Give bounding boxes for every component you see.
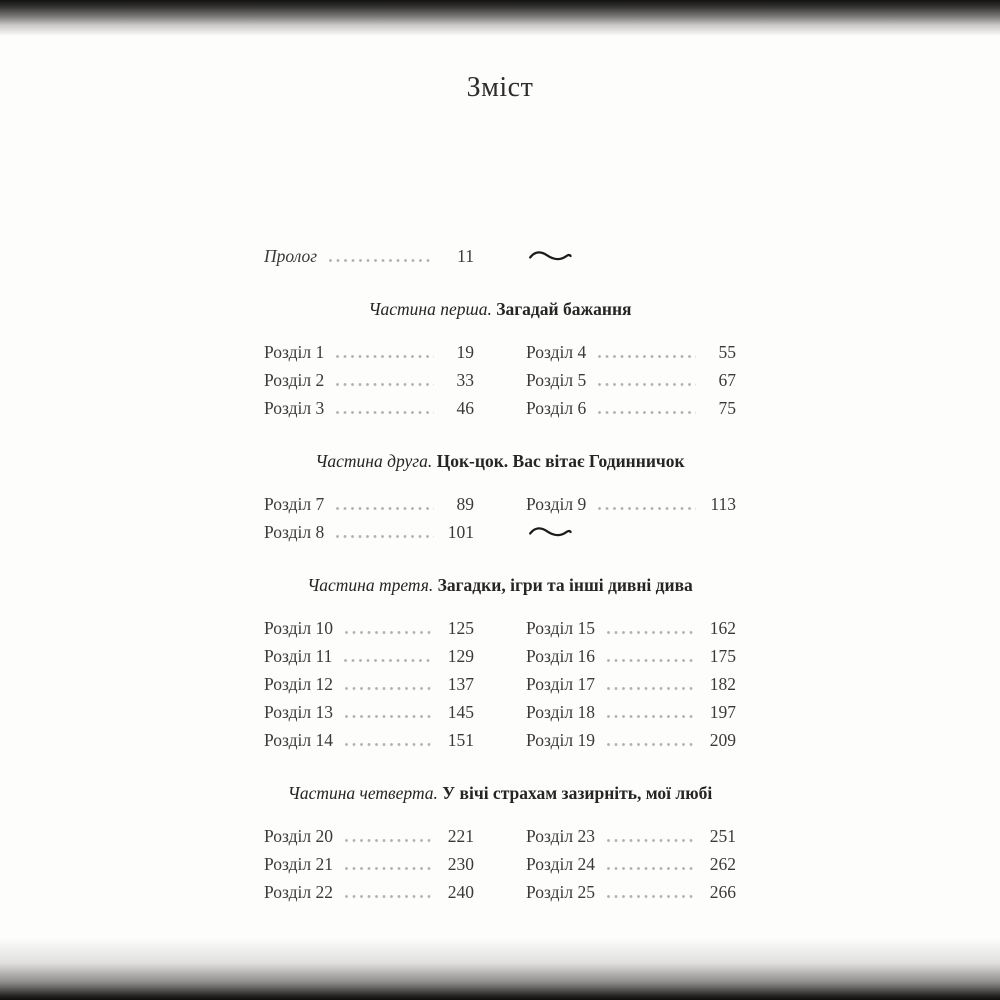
toc-entry [264, 242, 474, 270]
toc-entry [264, 338, 474, 366]
toc-entry-label: Розділ 22 [264, 882, 334, 902]
toc-entry [526, 366, 736, 394]
section-heading [264, 573, 736, 597]
toc-entry [526, 850, 736, 878]
dot-leader [598, 411, 696, 414]
toc-entry-page: 182 [709, 674, 736, 694]
toc-entry [264, 822, 474, 850]
dot-leader [336, 355, 434, 358]
toc-entry-label: Розділ 21 [264, 854, 334, 874]
toc-entry [264, 394, 474, 422]
page-title: Зміст [466, 72, 534, 103]
toc-entry-page: 129 [447, 646, 474, 666]
toc-entry [264, 726, 474, 754]
toc-entry-page: 266 [709, 882, 736, 902]
dot-leader [607, 631, 696, 634]
table-of-contents [264, 242, 736, 906]
toc-entry [264, 698, 474, 726]
toc-entry-page: 101 [447, 522, 474, 542]
dot-leader [336, 383, 434, 386]
dot-leader [345, 687, 434, 690]
section-part-label: Частина друга. [315, 451, 433, 471]
toc-entry [264, 490, 474, 518]
toc-entry-page: 230 [447, 854, 474, 874]
section-part-label: Частина четверта. [287, 783, 438, 803]
dot-leader [607, 895, 696, 898]
left-column [264, 822, 474, 906]
dot-leader [607, 659, 696, 662]
page-bottom-shadow [0, 938, 1000, 1000]
toc-entry-label: Розділ 16 [526, 646, 596, 666]
toc-entry-label: Розділ 14 [264, 730, 334, 750]
toc-entry-label: Розділ 3 [264, 398, 325, 418]
dot-leader [345, 743, 434, 746]
toc-entry-label: Розділ 6 [526, 398, 587, 418]
prolog-block [264, 242, 736, 270]
toc-entry-page: 67 [718, 370, 736, 390]
dot-leader [345, 839, 434, 842]
section-title: Цок-цок. Вас вітає Годинничок [436, 451, 685, 471]
section-heading [264, 781, 736, 805]
dot-leader [607, 867, 696, 870]
page-top-shadow [0, 0, 1000, 36]
dot-leader [607, 687, 696, 690]
toc-entry [526, 338, 736, 366]
toc-entry [526, 698, 736, 726]
toc-entry [264, 518, 474, 546]
section-heading [264, 449, 736, 473]
prolog-ornament-column [526, 242, 736, 270]
toc-entry-label: Розділ 20 [264, 826, 334, 846]
toc-entry-label: Розділ 1 [264, 342, 325, 362]
right-column [526, 490, 736, 546]
prolog-column [264, 242, 474, 270]
toc-entry-label: Пролог [264, 246, 318, 266]
section-part-label: Частина третя. [307, 575, 434, 595]
dot-leader [336, 507, 434, 510]
section-title: Загадки, ігри та інші дивні дива [437, 575, 693, 595]
toc-entry-page: 113 [710, 494, 736, 514]
toc-entry [264, 366, 474, 394]
toc-entry-page: 19 [456, 342, 474, 362]
dot-leader [598, 355, 696, 358]
dot-leader [607, 715, 696, 718]
toc-entry-page: 46 [456, 398, 474, 418]
toc-entry [526, 670, 736, 698]
section-columns [264, 822, 736, 906]
flourish-icon [526, 518, 736, 546]
toc-entry-page: 209 [709, 730, 736, 750]
flourish-icon [526, 242, 736, 270]
toc-entry-page: 175 [709, 646, 736, 666]
toc-entry-page: 251 [709, 826, 736, 846]
dot-leader [607, 839, 696, 842]
toc-entry-label: Розділ 7 [264, 494, 325, 514]
right-column [526, 614, 736, 754]
toc-entry-page: 262 [709, 854, 736, 874]
toc-entry-page: 75 [718, 398, 736, 418]
toc-entry [264, 670, 474, 698]
toc-entry-label: Розділ 13 [264, 702, 334, 722]
section-heading [264, 297, 736, 321]
toc-entry-label: Розділ 17 [526, 674, 596, 694]
toc-entry-label: Розділ 8 [264, 522, 325, 542]
toc-entry-page: 11 [457, 246, 474, 266]
section-title: Загадай бажання [496, 299, 632, 319]
dot-leader [345, 895, 434, 898]
toc-entry [526, 642, 736, 670]
dot-leader [607, 743, 696, 746]
toc-entry-label: Розділ 24 [526, 854, 596, 874]
toc-entry-page: 137 [447, 674, 474, 694]
toc-entry-label: Розділ 4 [526, 342, 587, 362]
right-column [526, 822, 736, 906]
toc-section [264, 781, 736, 906]
dot-leader [344, 659, 434, 662]
toc-entry-page: 33 [456, 370, 474, 390]
toc-entry [526, 394, 736, 422]
toc-entry-label: Розділ 12 [264, 674, 334, 694]
section-columns [264, 338, 736, 422]
toc-entry-label: Розділ 5 [526, 370, 587, 390]
dot-leader [598, 383, 696, 386]
left-column [264, 338, 474, 422]
toc-entry-page: 240 [447, 882, 474, 902]
toc-entry [526, 878, 736, 906]
toc-entry [526, 822, 736, 850]
section-columns [264, 490, 736, 546]
toc-entry-label: Розділ 9 [526, 494, 587, 514]
dot-leader [329, 259, 434, 262]
toc-entry-label: Розділ 11 [264, 646, 333, 666]
toc-entry [526, 614, 736, 642]
toc-entry-label: Розділ 19 [526, 730, 596, 750]
toc-entry-page: 221 [447, 826, 474, 846]
section-title: У вічі страхам зазирніть, мої любі [442, 783, 713, 803]
toc-entry-page: 197 [709, 702, 736, 722]
left-column [264, 490, 474, 546]
toc-entry [264, 850, 474, 878]
toc-entry [264, 614, 474, 642]
toc-entry-label: Розділ 15 [526, 618, 596, 638]
toc-entry-label: Розділ 18 [526, 702, 596, 722]
toc-section [264, 449, 736, 546]
toc-entry [526, 726, 736, 754]
toc-entry [264, 878, 474, 906]
dot-leader [336, 411, 434, 414]
dot-leader [345, 867, 434, 870]
section-columns [264, 614, 736, 754]
toc-entry-label: Розділ 2 [264, 370, 325, 390]
dot-leader [345, 715, 434, 718]
right-column [526, 338, 736, 422]
toc-entry-label: Розділ 10 [264, 618, 334, 638]
section-part-label: Частина перша. [368, 299, 492, 319]
toc-entry-page: 151 [447, 730, 474, 750]
toc-entry-label: Розділ 25 [526, 882, 596, 902]
toc-entry-page: 55 [718, 342, 736, 362]
dot-leader [598, 507, 696, 510]
toc-entry-label: Розділ 23 [526, 826, 596, 846]
toc-section [264, 297, 736, 422]
toc-entry [264, 642, 474, 670]
dot-leader [336, 535, 434, 538]
toc-entry-page: 162 [709, 618, 736, 638]
toc-section [264, 573, 736, 754]
toc-entry-page: 89 [456, 494, 474, 514]
toc-entry-page: 125 [447, 618, 474, 638]
toc-entry [526, 490, 736, 518]
dot-leader [345, 631, 434, 634]
left-column [264, 614, 474, 754]
toc-entry-page: 145 [447, 702, 474, 722]
